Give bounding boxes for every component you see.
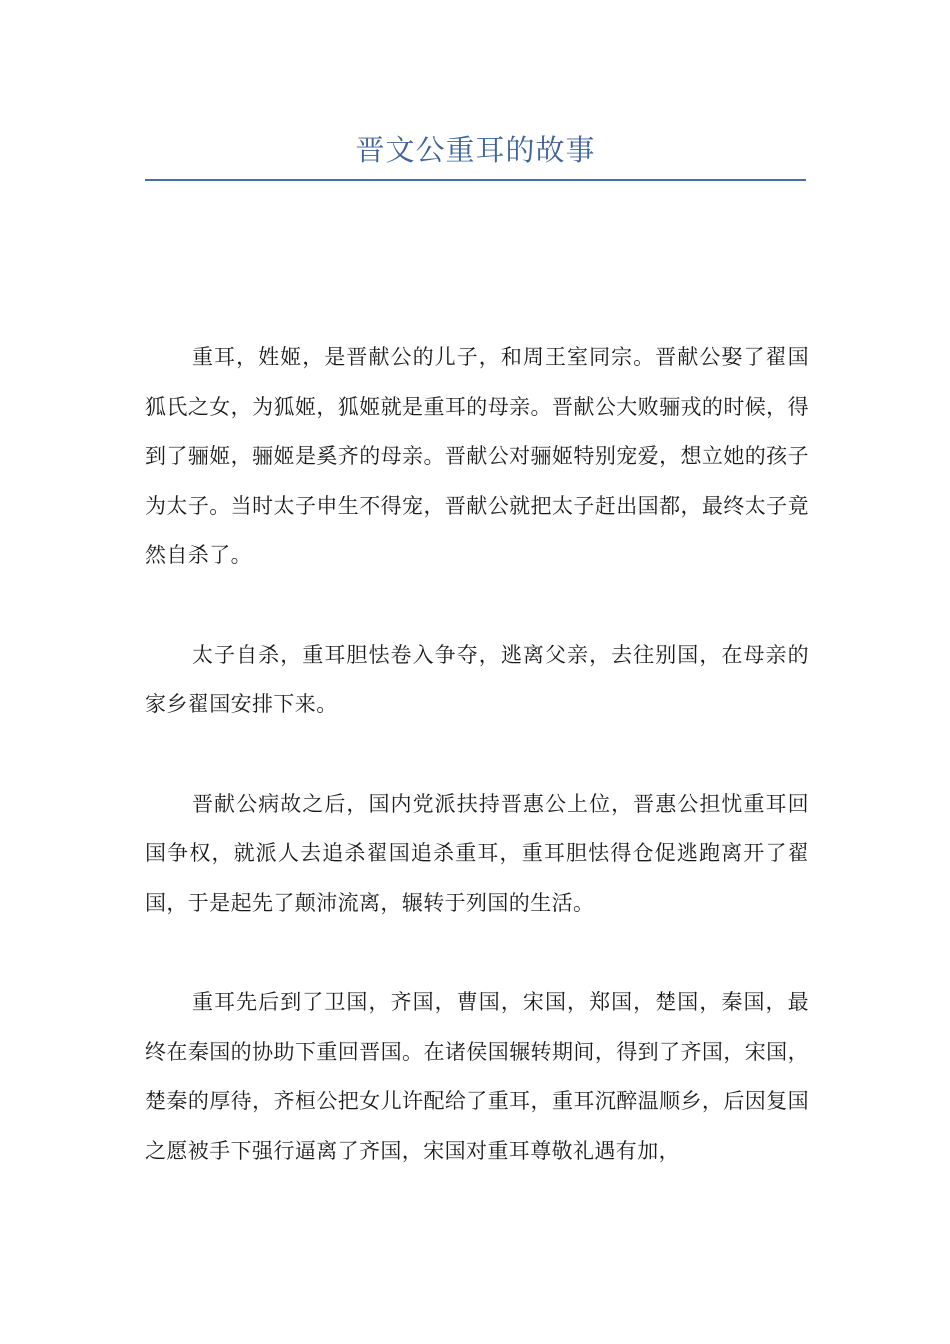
paragraph-2: 太子自杀，重耳胆怯卷入争夺，逃离父亲，去往别国，在母亲的家乡翟国安排下来。 <box>145 642 809 716</box>
title-underline <box>145 179 806 181</box>
paragraph-1: 重耳，姓姬，是晋献公的儿子，和周王室同宗。晋献公娶了翟国狐氏之女，为狐姬，狐姬就是重耳的母亲。晋献公大败骊戎的时候，得到了骊姬，骊姬是奚齐的母亲。晋献公对骊姬特别宠爱，想立她的孩子为太子。当时太子申生不得宠，晋献公就把太子赶出国都，最终太子竟然自杀了。 <box>145 345 809 567</box>
paragraph-4: 重耳先后到了卫国，齐国，曹国，宋国，郑国，楚国，秦国，最终在秦国的协助下重回晋国。在诸侯国辗转期间，得到了齐国，宋国，楚秦的厚待，齐桓公把女儿许配给了重耳，重耳沉醉温顺乡，后因复国之愿被手下强行逼离了齐国，宋国对重耳尊敬礼遇有加， <box>145 990 809 1163</box>
document-title: 晋文公重耳的故事 <box>355 133 596 167</box>
document-body <box>145 333 809 1176</box>
paragraph-3: 晋献公病故之后，国内党派扶持晋惠公上位，晋惠公担忧重耳回国争权，就派人去追杀翟国追杀重耳，重耳胆怯得仓促逃跑离开了翟国，于是起先了颠沛流离，辗转于列国的生活。 <box>145 791 809 915</box>
